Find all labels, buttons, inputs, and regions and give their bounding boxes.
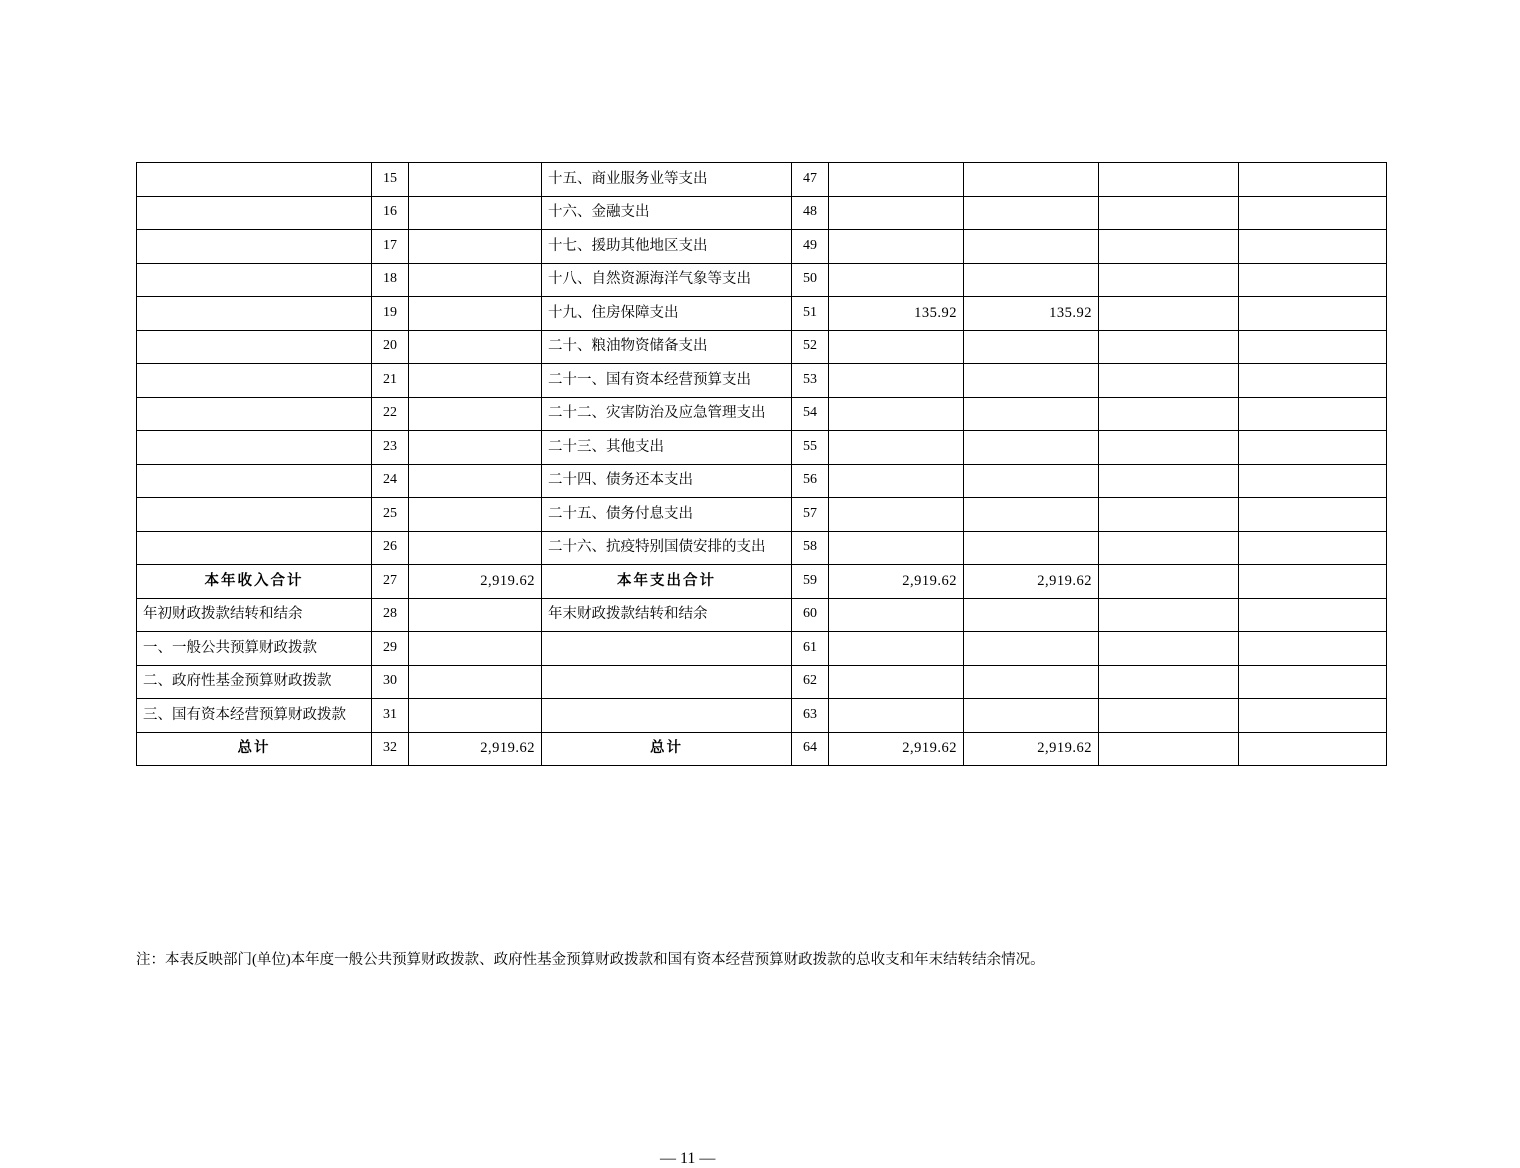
expense-row-number: 47 bbox=[792, 163, 829, 197]
expense-amount-total bbox=[829, 230, 964, 264]
income-row-number: 20 bbox=[372, 330, 409, 364]
expense-row-number: 64 bbox=[792, 732, 829, 766]
expense-item-label: 十九、住房保障支出 bbox=[542, 297, 792, 331]
expense-item-label: 二十四、债务还本支出 bbox=[542, 464, 792, 498]
expense-amount-state-capital bbox=[1239, 632, 1387, 666]
table-row bbox=[137, 196, 1387, 230]
expense-amount-state-capital bbox=[1239, 699, 1387, 733]
expense-item-label: 二十三、其他支出 bbox=[542, 431, 792, 465]
income-amount bbox=[409, 598, 542, 632]
expense-amount-government-fund bbox=[1099, 464, 1239, 498]
income-amount bbox=[409, 431, 542, 465]
expense-amount-total bbox=[829, 196, 964, 230]
table-row bbox=[137, 263, 1387, 297]
expense-item-label: 十八、自然资源海洋气象等支出 bbox=[542, 263, 792, 297]
expense-amount-state-capital bbox=[1239, 565, 1387, 599]
expense-amount-state-capital bbox=[1239, 330, 1387, 364]
income-item-label: 总计 bbox=[137, 732, 372, 766]
expense-amount-general-public bbox=[964, 263, 1099, 297]
expense-amount-government-fund bbox=[1099, 431, 1239, 465]
expense-amount-general-public bbox=[964, 699, 1099, 733]
expense-amount-total bbox=[829, 431, 964, 465]
expense-amount-general-public bbox=[964, 598, 1099, 632]
expense-amount-total bbox=[829, 330, 964, 364]
expense-item-label: 十五、商业服务业等支出 bbox=[542, 163, 792, 197]
expense-amount-total bbox=[829, 598, 964, 632]
income-row-number: 28 bbox=[372, 598, 409, 632]
expense-amount-total bbox=[829, 364, 964, 398]
expense-row-number: 55 bbox=[792, 431, 829, 465]
income-item-label bbox=[137, 498, 372, 532]
expense-row-number: 51 bbox=[792, 297, 829, 331]
expense-amount-government-fund bbox=[1099, 565, 1239, 599]
expense-item-label: 十七、援助其他地区支出 bbox=[542, 230, 792, 264]
expense-amount-state-capital bbox=[1239, 230, 1387, 264]
expense-amount-government-fund bbox=[1099, 665, 1239, 699]
expense-amount-government-fund bbox=[1099, 498, 1239, 532]
income-row-number: 16 bbox=[372, 196, 409, 230]
expense-amount-general-public bbox=[964, 665, 1099, 699]
expense-amount-total bbox=[829, 397, 964, 431]
expense-amount-state-capital bbox=[1239, 598, 1387, 632]
expense-amount-state-capital bbox=[1239, 464, 1387, 498]
income-amount bbox=[409, 263, 542, 297]
income-item-label: 年初财政拨款结转和结余 bbox=[137, 598, 372, 632]
table-row bbox=[137, 297, 1387, 331]
budget-table-container bbox=[136, 162, 1386, 766]
table-note: 注：本表反映部门(单位)本年度一般公共预算财政拨款、政府性基金预算财政拨款和国有资本经营预算财政拨款的总收支和年末结转结余情况。 bbox=[136, 952, 1045, 968]
expense-amount-state-capital bbox=[1239, 263, 1387, 297]
income-amount bbox=[409, 665, 542, 699]
income-item-label: 三、国有资本经营预算财政拨款 bbox=[137, 699, 372, 733]
expense-amount-state-capital bbox=[1239, 397, 1387, 431]
table-row bbox=[137, 163, 1387, 197]
income-amount bbox=[409, 464, 542, 498]
table-row bbox=[137, 498, 1387, 532]
expense-row-number: 57 bbox=[792, 498, 829, 532]
income-item-label bbox=[137, 464, 372, 498]
table-row bbox=[137, 531, 1387, 565]
expense-amount-government-fund bbox=[1099, 330, 1239, 364]
income-item-label bbox=[137, 364, 372, 398]
table-row bbox=[137, 598, 1387, 632]
expense-amount-government-fund bbox=[1099, 598, 1239, 632]
expense-row-number: 60 bbox=[792, 598, 829, 632]
expense-amount-state-capital bbox=[1239, 431, 1387, 465]
expense-amount-state-capital bbox=[1239, 498, 1387, 532]
income-amount bbox=[409, 196, 542, 230]
income-row-number: 29 bbox=[372, 632, 409, 666]
expense-amount-total bbox=[829, 163, 964, 197]
income-row-number: 23 bbox=[372, 431, 409, 465]
expense-amount-general-public: 2,919.62 bbox=[964, 732, 1099, 766]
income-item-label bbox=[137, 163, 372, 197]
expense-amount-state-capital bbox=[1239, 732, 1387, 766]
income-item-label bbox=[137, 531, 372, 565]
table-row bbox=[137, 665, 1387, 699]
table-row bbox=[137, 431, 1387, 465]
expense-amount-government-fund bbox=[1099, 163, 1239, 197]
income-row-number: 21 bbox=[372, 364, 409, 398]
expense-amount-government-fund bbox=[1099, 364, 1239, 398]
expense-amount-government-fund bbox=[1099, 397, 1239, 431]
expense-item-label bbox=[542, 632, 792, 666]
expense-item-label: 二十五、债务付息支出 bbox=[542, 498, 792, 532]
table-row bbox=[137, 464, 1387, 498]
expense-amount-government-fund bbox=[1099, 297, 1239, 331]
income-row-number: 26 bbox=[372, 531, 409, 565]
expense-amount-government-fund bbox=[1099, 632, 1239, 666]
expense-item-label: 二十六、抗疫特别国债安排的支出 bbox=[542, 531, 792, 565]
expense-amount-general-public bbox=[964, 498, 1099, 532]
expense-row-number: 63 bbox=[792, 699, 829, 733]
income-row-number: 18 bbox=[372, 263, 409, 297]
expense-row-number: 52 bbox=[792, 330, 829, 364]
expense-item-label: 本年支出合计 bbox=[542, 565, 792, 599]
income-row-number: 19 bbox=[372, 297, 409, 331]
expense-amount-total bbox=[829, 498, 964, 532]
income-item-label bbox=[137, 196, 372, 230]
expense-amount-total bbox=[829, 632, 964, 666]
income-row-number: 32 bbox=[372, 732, 409, 766]
expense-amount-government-fund bbox=[1099, 531, 1239, 565]
expense-row-number: 54 bbox=[792, 397, 829, 431]
income-item-label: 一、一般公共预算财政拨款 bbox=[137, 632, 372, 666]
income-amount: 2,919.62 bbox=[409, 732, 542, 766]
income-amount bbox=[409, 364, 542, 398]
expense-amount-government-fund bbox=[1099, 263, 1239, 297]
income-item-label bbox=[137, 297, 372, 331]
expense-amount-state-capital bbox=[1239, 196, 1387, 230]
expense-amount-general-public bbox=[964, 632, 1099, 666]
expense-amount-government-fund bbox=[1099, 230, 1239, 264]
income-amount bbox=[409, 632, 542, 666]
expense-amount-general-public bbox=[964, 431, 1099, 465]
income-item-label bbox=[137, 330, 372, 364]
income-amount: 2,919.62 bbox=[409, 565, 542, 599]
expense-amount-total bbox=[829, 699, 964, 733]
expense-amount-general-public bbox=[964, 196, 1099, 230]
income-amount bbox=[409, 230, 542, 264]
expense-row-number: 56 bbox=[792, 464, 829, 498]
expense-amount-government-fund bbox=[1099, 699, 1239, 733]
expense-row-number: 62 bbox=[792, 665, 829, 699]
income-amount bbox=[409, 297, 542, 331]
page-number: — 11 — bbox=[660, 1150, 716, 1167]
income-amount bbox=[409, 163, 542, 197]
expense-row-number: 50 bbox=[792, 263, 829, 297]
expense-amount-general-public bbox=[964, 163, 1099, 197]
expense-amount-general-public bbox=[964, 531, 1099, 565]
income-row-number: 15 bbox=[372, 163, 409, 197]
expense-item-label: 年末财政拨款结转和结余 bbox=[542, 598, 792, 632]
expense-amount-total: 135.92 bbox=[829, 297, 964, 331]
expense-amount-general-public bbox=[964, 230, 1099, 264]
income-row-number: 17 bbox=[372, 230, 409, 264]
expense-amount-state-capital bbox=[1239, 364, 1387, 398]
income-row-number: 25 bbox=[372, 498, 409, 532]
expense-row-number: 59 bbox=[792, 565, 829, 599]
expense-item-label bbox=[542, 699, 792, 733]
income-row-number: 24 bbox=[372, 464, 409, 498]
income-item-label bbox=[137, 230, 372, 264]
income-item-label bbox=[137, 397, 372, 431]
income-item-label: 二、政府性基金预算财政拨款 bbox=[137, 665, 372, 699]
expense-row-number: 48 bbox=[792, 196, 829, 230]
income-amount bbox=[409, 330, 542, 364]
income-amount bbox=[409, 531, 542, 565]
table-row bbox=[137, 330, 1387, 364]
expense-amount-general-public bbox=[964, 464, 1099, 498]
table-row bbox=[137, 732, 1387, 766]
expense-amount-general-public: 135.92 bbox=[964, 297, 1099, 331]
expense-amount-government-fund bbox=[1099, 196, 1239, 230]
expense-amount-general-public bbox=[964, 397, 1099, 431]
expense-amount-government-fund bbox=[1099, 732, 1239, 766]
expense-item-label bbox=[542, 665, 792, 699]
expense-row-number: 49 bbox=[792, 230, 829, 264]
table-row bbox=[137, 632, 1387, 666]
expense-amount-general-public bbox=[964, 330, 1099, 364]
expense-row-number: 61 bbox=[792, 632, 829, 666]
table-row bbox=[137, 699, 1387, 733]
table-row bbox=[137, 565, 1387, 599]
expense-row-number: 53 bbox=[792, 364, 829, 398]
income-row-number: 30 bbox=[372, 665, 409, 699]
income-item-label: 本年收入合计 bbox=[137, 565, 372, 599]
table-row bbox=[137, 397, 1387, 431]
expense-amount-state-capital bbox=[1239, 531, 1387, 565]
expense-amount-general-public bbox=[964, 364, 1099, 398]
table-row bbox=[137, 230, 1387, 264]
expense-amount-total: 2,919.62 bbox=[829, 565, 964, 599]
table-row bbox=[137, 364, 1387, 398]
income-row-number: 31 bbox=[372, 699, 409, 733]
expense-item-label: 总计 bbox=[542, 732, 792, 766]
expense-row-number: 58 bbox=[792, 531, 829, 565]
expense-amount-state-capital bbox=[1239, 163, 1387, 197]
expense-amount-total: 2,919.62 bbox=[829, 732, 964, 766]
expense-amount-total bbox=[829, 464, 964, 498]
expense-amount-general-public: 2,919.62 bbox=[964, 565, 1099, 599]
income-row-number: 27 bbox=[372, 565, 409, 599]
income-row-number: 22 bbox=[372, 397, 409, 431]
income-item-label bbox=[137, 431, 372, 465]
expense-item-label: 二十二、灾害防治及应急管理支出 bbox=[542, 397, 792, 431]
financial-allocation-table bbox=[136, 162, 1387, 766]
expense-item-label: 二十一、国有资本经营预算支出 bbox=[542, 364, 792, 398]
expense-item-label: 二十、粮油物资储备支出 bbox=[542, 330, 792, 364]
income-amount bbox=[409, 498, 542, 532]
expense-amount-total bbox=[829, 531, 964, 565]
expense-amount-total bbox=[829, 263, 964, 297]
table-body bbox=[137, 163, 1387, 766]
expense-amount-state-capital bbox=[1239, 297, 1387, 331]
income-item-label bbox=[137, 263, 372, 297]
expense-amount-state-capital bbox=[1239, 665, 1387, 699]
expense-amount-total bbox=[829, 665, 964, 699]
expense-item-label: 十六、金融支出 bbox=[542, 196, 792, 230]
income-amount bbox=[409, 699, 542, 733]
income-amount bbox=[409, 397, 542, 431]
